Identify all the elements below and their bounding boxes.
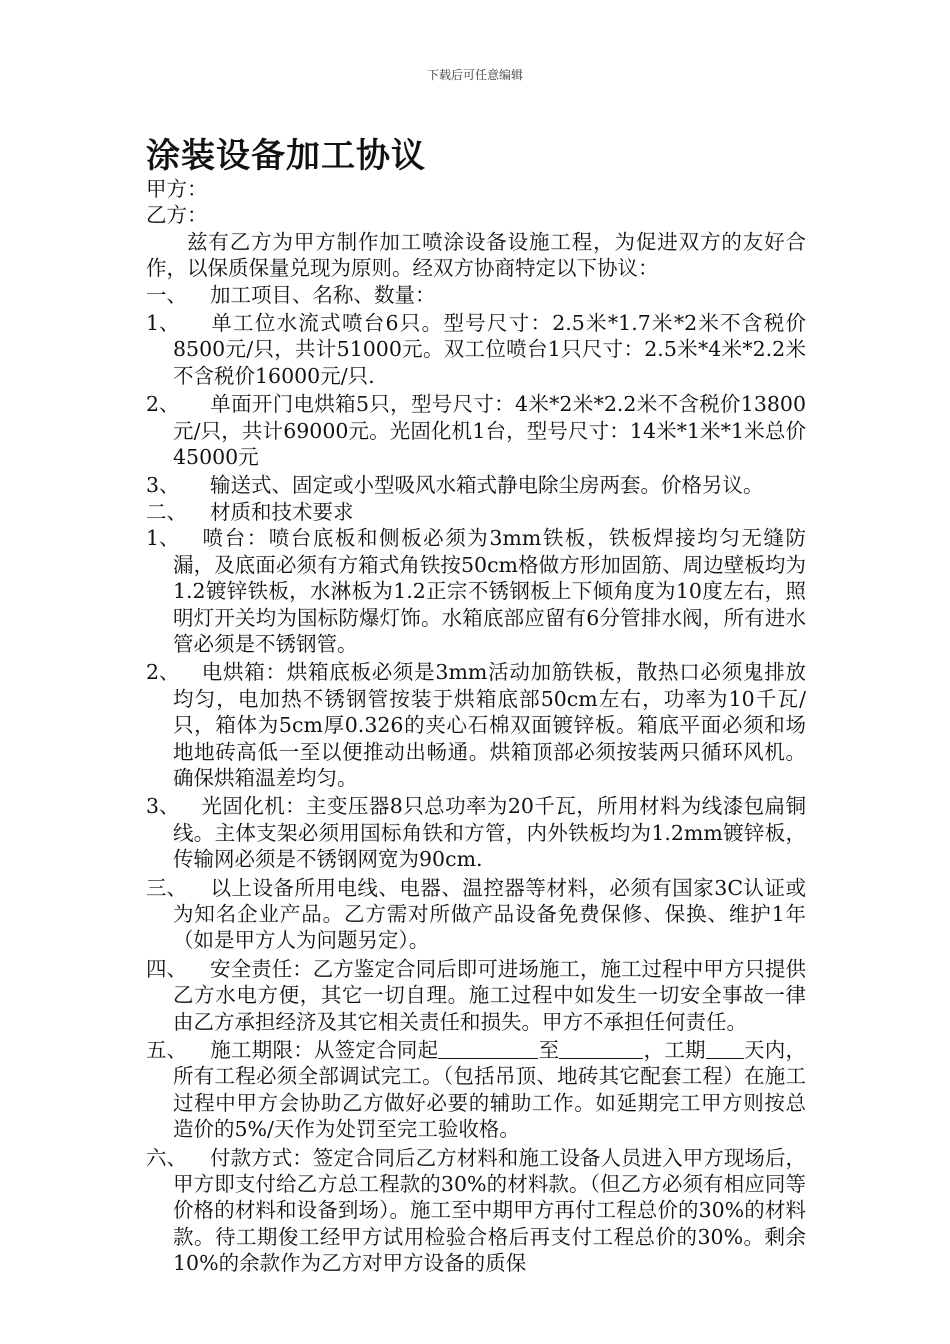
start-date-blank — [438, 1040, 538, 1059]
intro-paragraph: 兹有乙方为甲方制作加工喷涂设备设施工程，为促进双方的友好合作，以保质保量兑现为原则。经双方协商特定以下协议： — [146, 229, 806, 281]
section-2-item: 1、 喷台：喷台底板和侧板必须为3mm铁板，铁板焊接均匀无缝防漏，及底面必须有方箱式角铁按50cm格做方形加固筋、周边壁板均为1.2镀锌铁板，水淋板为1.2正宗不锈钢板上下倾角度为10度左右，照明灯开关均为国标防爆灯饰。水箱底部应留有6分管排水阀，所有进水管必须是不锈钢管。 — [146, 526, 806, 656]
section-1-item: 2、 单面开门电烘箱5只，型号尺寸：4米*2米*2.2米不含税价13800元/只，共计69000元。光固化机1台，型号尺寸：14米*1米*1米总价45000元 — [146, 392, 806, 470]
section-2-heading: 二、 材质和技术要求 — [146, 499, 354, 524]
party-a-line: 甲方： — [146, 177, 208, 201]
section-3-paragraph: 三、 以上设备所用电线、电器、温控器等材料，必须有国家3C认证或为知名企业产品。乙方需对所做产品设备免费保修、保换、维护1年（如是甲方人为问题另定）。 — [146, 875, 806, 953]
section-4-paragraph: 四、 安全责任：乙方鉴定合同后即可进场施工，施工过程中甲方只提供乙方水电方便，其它一切自理。施工过程中如发生一切安全事故一律由乙方承担经济及其它相关责任和损失。甲方不承担任何责任。 — [146, 956, 806, 1034]
section-1-heading: 一、 加工项目、名称、数量： — [146, 282, 436, 307]
duration-blank — [706, 1040, 744, 1059]
party-b-line: 乙方： — [146, 203, 208, 228]
section-6-paragraph: 六、 付款方式：签定合同后乙方材料和施工设备人员进入甲方现场后，甲方即支付给乙方总工程款的30%的材料款。（但乙方必须有相应同等价格的材料和设备到场）。施工至中期甲方再付工程总价的30%的材料款。待工期俊工经甲方试用检验合格后再支付工程总价的30%。剩余10%的余款作为乙方对甲方设备的质保 — [146, 1145, 806, 1276]
document-title: 涂装设备加工协议 — [146, 136, 426, 176]
section-2-item: 3、 光固化机：主变压器8只总功率为20千瓦，所用材料为线漆包扁铜线。主体支架必须用国标角铁和方管，内外铁板均为1.2mm镀锌板，传输网必须是不锈钢网宽为90cm. — [146, 794, 806, 872]
section-1-item: 3、 输送式、固定或小型吸风水箱式静电除尘房两套。价格另议。 — [146, 473, 764, 498]
header-note: 下载后可任意编辑 — [426, 68, 523, 82]
document-body — [146, 176, 806, 1277]
section-5-paragraph: 五、 施工期限：从签定合同起 至 ，工期 天内，所有工程必须全部调试完工。（包括吊顶、地砖其它配套工程）在施工过程中甲方会协助乙方做好必要的辅助工作。如延期完工甲方则按总造价的5%/天作为处罚至完工验收格。 — [146, 1038, 807, 1142]
section-1-item: 1、 单工位水流式喷台6只。型号尺寸：2.5米*1.7米*2米不含税价8500元/只，共计51000元。双工位喷台1只尺寸：2.5米*4米*2.2米不含税价16000元/只. — [146, 311, 806, 388]
end-date-blank — [559, 1040, 643, 1059]
section-2-item: 2、 电烘箱：烘箱底板必须是3mm活动加筋铁板，散热口必须鬼排放均匀，电加热不锈钢管按装于烘箱底部50cm左右，功率为10千瓦/只，箱体为5cm厚0.326的夹心石棉双面镀锌板。箱底平面必须和场地地砖高低一至以便推动出畅通。烘箱顶部必须按装两只循环风机。确保烘箱温差均匀。 — [146, 660, 806, 790]
